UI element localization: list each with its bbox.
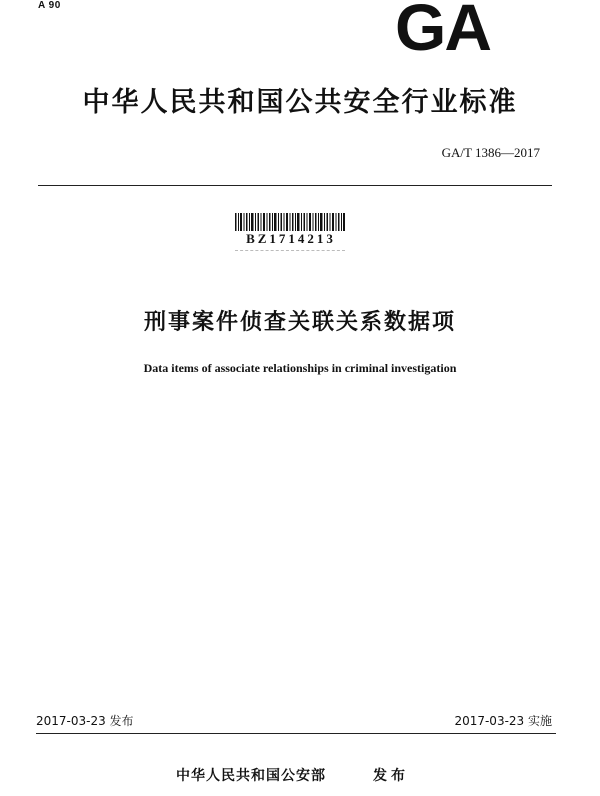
publish-date: 2017-03-23 发布	[36, 714, 134, 728]
ccs-code: A 90	[38, 0, 61, 11]
header-divider	[38, 185, 552, 186]
standard-title: 中华人民共和国公共安全行业标准	[82, 87, 518, 118]
issuer: 中华人民共和国公安部	[176, 768, 326, 784]
issue-label: 发布	[373, 768, 409, 784]
document-title-cn: 刑事案件侦查关联关系数据项	[143, 310, 456, 335]
footer-divider	[36, 733, 556, 734]
document-title-en: Data items of associate relationships in criminal investigation	[143, 361, 457, 375]
barcode-icon	[235, 213, 345, 231]
ga-logo: GA	[395, 0, 490, 64]
implement-date: 2017-03-23 实施	[454, 714, 552, 728]
standard-number: GA/T 1386—2017	[441, 145, 540, 160]
barcode-number: BZ1714213	[246, 231, 336, 246]
barcode-dashes	[235, 250, 345, 251]
